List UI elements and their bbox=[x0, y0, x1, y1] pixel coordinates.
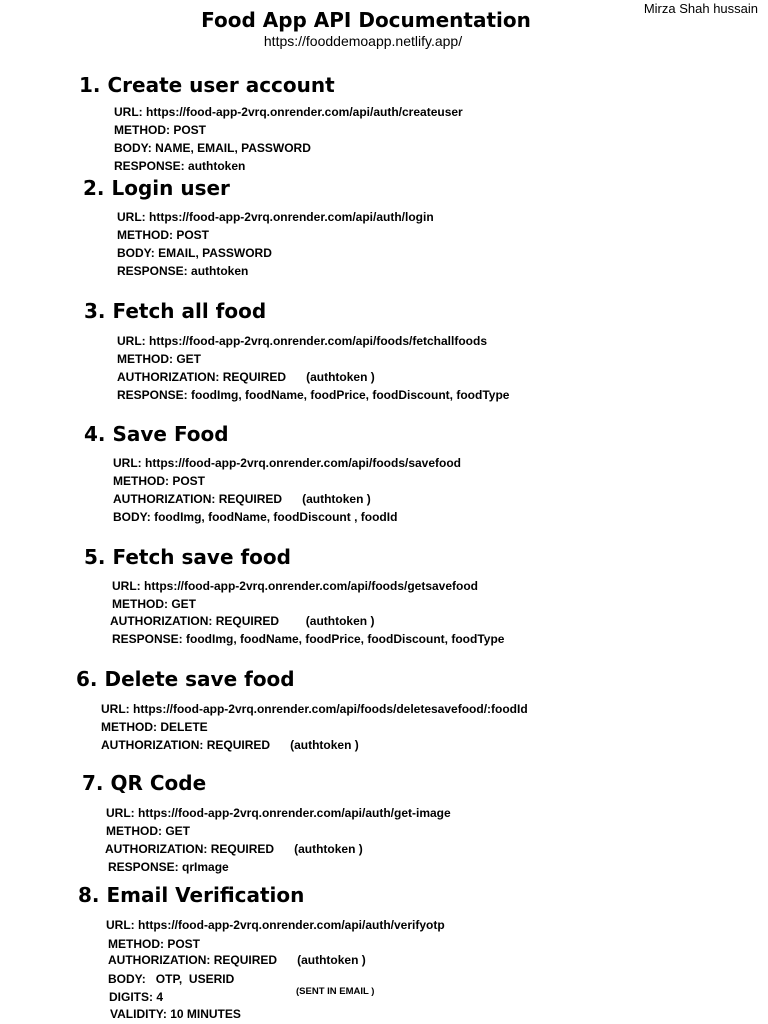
section-line-method: METHOD: GET bbox=[117, 352, 201, 366]
document-title: Food App API Documentation bbox=[201, 8, 531, 32]
author-name: Mirza Shah hussain bbox=[643, 1, 758, 16]
section-line-url: URL: https://food-app-2vrq.onrender.com/api/auth/createuser bbox=[114, 105, 463, 119]
section-line-body: BODY: NAME, EMAIL, PASSWORD bbox=[114, 141, 311, 155]
section-line-url: URL: https://food-app-2vrq.onrender.com/api/foods/savefood bbox=[113, 456, 462, 470]
section-line-response: RESPONSE: authtoken bbox=[117, 264, 249, 278]
section-line-url: URL: https://food-app-2vrq.onrender.com/api/foods/getsavefood bbox=[112, 579, 479, 593]
sent-in-email-note: (SENT IN EMAIL ) bbox=[296, 986, 375, 997]
section-line-authorization: AUTHORIZATION: REQUIRED (authtoken ) bbox=[108, 953, 366, 967]
section-line-url: URL: https://food-app-2vrq.onrender.com/api/auth/verifyotp bbox=[106, 918, 445, 932]
section-heading-create-user: 1. Create user account bbox=[79, 73, 335, 97]
section-line-authorization: AUTHORIZATION: REQUIRED (authtoken ) bbox=[117, 370, 375, 384]
section-line-digits: DIGITS: 4 bbox=[109, 990, 164, 1004]
section-line-url: URL: https://food-app-2vrq.onrender.com/api/auth/login bbox=[117, 210, 434, 224]
section-line-url: URL: https://food-app-2vrq.onrender.com/api/foods/fetchallfoods bbox=[117, 334, 488, 348]
section-line-method: METHOD: GET bbox=[106, 824, 190, 838]
section-line-body: BODY: foodImg, foodName, foodDiscount , foodId bbox=[113, 510, 398, 524]
section-line-method: METHOD: DELETE bbox=[101, 720, 208, 734]
section-line-method: METHOD: POST bbox=[117, 228, 209, 242]
section-line-authorization: AUTHORIZATION: REQUIRED (authtoken ) bbox=[113, 492, 371, 506]
section-line-body: BODY: OTP, USERID bbox=[108, 972, 235, 986]
section-line-authorization: AUTHORIZATION: REQUIRED (authtoken ) bbox=[105, 842, 363, 856]
section-line-method: METHOD: POST bbox=[113, 474, 205, 488]
section-heading-email-verification: 8. Email Verification bbox=[78, 883, 305, 907]
document-subtitle-url: https://fooddemoapp.netlify.app/ bbox=[263, 33, 463, 49]
section-heading-fetch-all-food: 3. Fetch all food bbox=[84, 299, 267, 323]
section-line-authorization: AUTHORIZATION: REQUIRED (authtoken ) bbox=[101, 738, 359, 752]
section-heading-login-user: 2. Login user bbox=[83, 176, 230, 200]
section-line-authorization: AUTHORIZATION: REQUIRED (authtoken ) bbox=[110, 614, 375, 628]
section-heading-fetch-save-food: 5. Fetch save food bbox=[84, 545, 291, 569]
section-line-method: METHOD: POST bbox=[108, 937, 200, 951]
section-line-response: RESPONSE: foodImg, foodName, foodPrice, foodDiscount, foodType bbox=[112, 632, 505, 646]
section-line-validity: VALIDITY: 10 MINUTES bbox=[110, 1007, 241, 1021]
section-heading-delete-save-food: 6. Delete save food bbox=[76, 667, 295, 691]
section-heading-save-food: 4. Save Food bbox=[84, 422, 229, 446]
section-line-url: URL: https://food-app-2vrq.onrender.com/api/auth/get-image bbox=[106, 806, 451, 820]
section-line-response: RESPONSE: authtoken bbox=[114, 159, 246, 173]
section-line-method: METHOD: GET bbox=[112, 597, 196, 611]
section-line-response: RESPONSE: foodImg, foodName, foodPrice, foodDiscount, foodType bbox=[117, 388, 510, 402]
section-line-response: RESPONSE: qrImage bbox=[108, 860, 229, 874]
section-line-url: URL: https://food-app-2vrq.onrender.com/api/foods/deletesavefood/:foodId bbox=[101, 702, 528, 716]
section-line-body: BODY: EMAIL, PASSWORD bbox=[117, 246, 272, 260]
section-line-method: METHOD: POST bbox=[114, 123, 206, 137]
section-heading-qr-code: 7. QR Code bbox=[82, 771, 207, 795]
